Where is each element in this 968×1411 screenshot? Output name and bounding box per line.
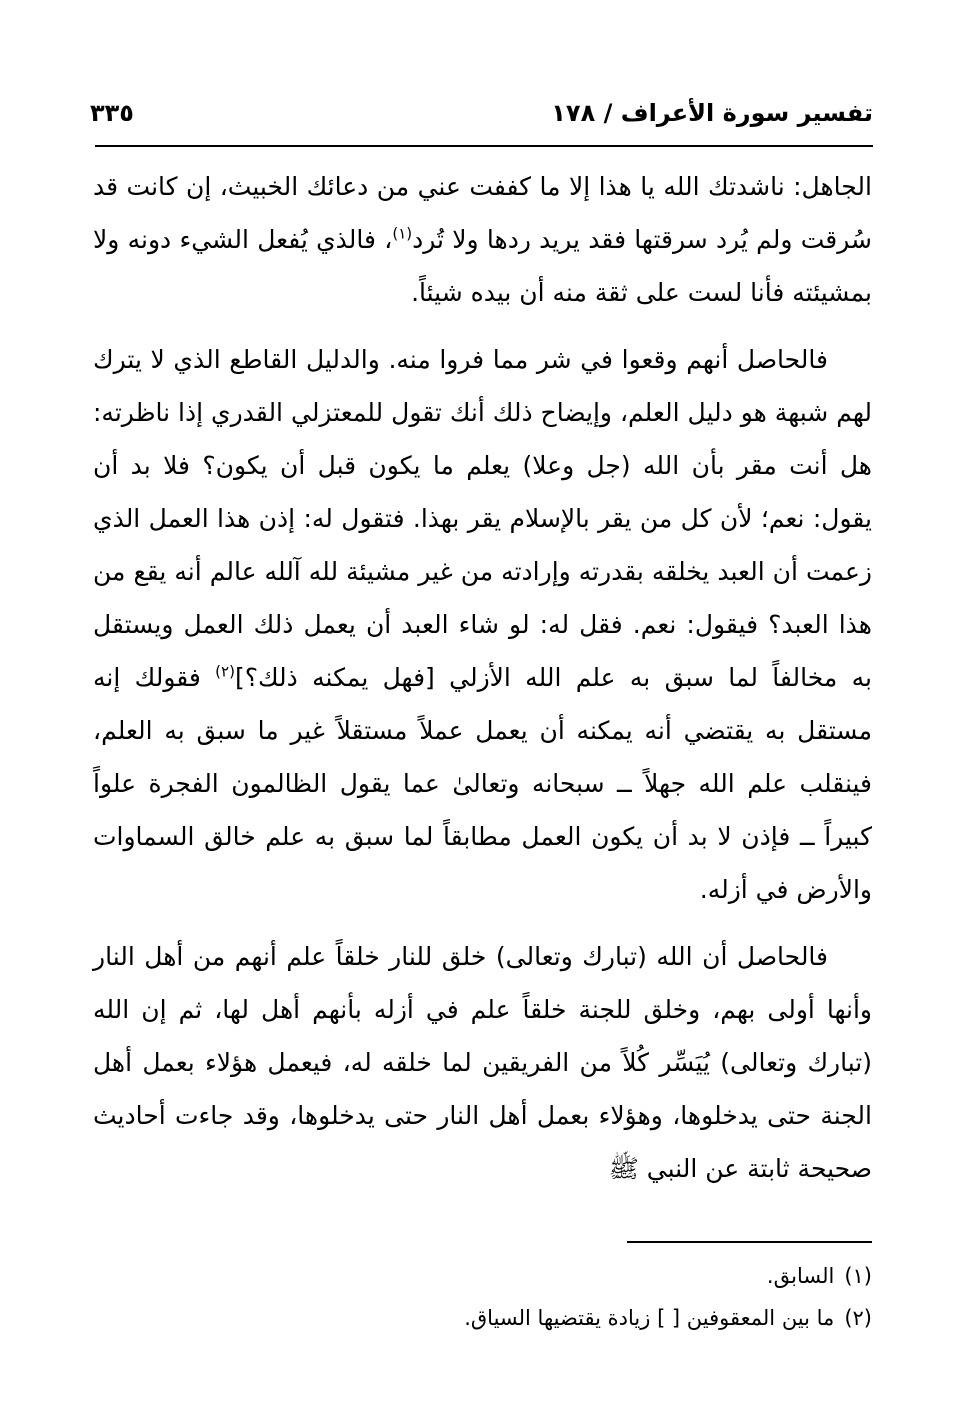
footnote-2 bbox=[96, 1297, 872, 1339]
footnotes bbox=[96, 1255, 872, 1339]
footnote-number: (١) bbox=[844, 1264, 872, 1288]
page-number: ٣٣٥ bbox=[90, 99, 134, 127]
footnote-ref-2: (٢) bbox=[215, 662, 235, 681]
footnote-1 bbox=[96, 1255, 872, 1297]
footnote-number: (٢) bbox=[844, 1306, 872, 1330]
paragraph-2: فالحاصل أنهم وقعوا في شر مما فروا منه. والدليل القاطع الذي لا يترك لهم شبهة هو دليل العلم، وإيضاح ذلك أنك تقول للمعتزلي القدري إذا ناظرته: هل أنت مقر بأن الله (جل وعلا) يعلم ما يكون قبل أن يكون؟ فلا بد أن يقول: نعم؛ لأن كل من يقر بالإسلام يقر بهذا. فتقول له: إذن هذا العمل الذي زعمت أن العبد يخلقه بقدرته وإرادته من غير مشيئة لله آلله عالم أنه يقع من هذا العبد؟ فيقول: نعم. فقل له: لو شاء العبد أن يعمل ذلك العمل ويستقل به مخالفاً لما سبق به علم الله الأزلي [فهل يمكنه ذلك؟]$^{(٢)}$ فقولك إنه مستقل به يقتضي أنه يمكنه أن يعمل عملاً مستقلاً غير ما سبق به العلم، فينقلب علم الله جهلاً ــ سبحانه وتعالىٰ عما يقول الظالمون الفجرة علواً كبيراً ــ فإذن لا بد أن يكون العمل مطابقاً لما سبق به علم خالق السماوات والأرض في أزله. bbox=[93, 345, 872, 904]
paragraph-1: الجاهل: ناشدتك الله يا هذا إلا ما كففت عني من دعائك الخبيث، إن كانت قد سُرقت ولم يُرد سرقتها فقد يريد ردها ولا تُرد$^{(١)}$، فالذي يُفعل الشيء دونه ولا بمشيئته فأنا لست على ثقة منه أن بيده شيئاً. bbox=[93, 172, 872, 307]
footnote-text: ما بين المعقوفين [ ] زيادة يقتضيها السياق. bbox=[464, 1306, 835, 1330]
footnote-divider bbox=[627, 1241, 872, 1243]
footnote-ref-1: (١) bbox=[392, 224, 413, 243]
header-divider bbox=[95, 145, 873, 147]
running-title: تفسير سورة الأعراف / ١٧٨ bbox=[551, 99, 873, 127]
page-header bbox=[90, 88, 873, 138]
footnote-text: السابق. bbox=[766, 1264, 835, 1288]
paragraph-3: فالحاصل أن الله (تبارك وتعالى) خلق للنار خلقاً علم أنهم من أهل النار وأنها أولى بهم، وخلق للجنة خلقاً علم في أزله بأنهم أهل لها، ثم إن الله (تبارك وتعالى) يُيَسِّر كُلاً من الفريقين لما خلقه له، فيعمل هؤلاء بعمل أهل الجنة حتى يدخلوها، وهؤلاء بعمل أهل النار حتى يدخلوها، وقد جاءت أحاديث صحيحة ثابتة عن النبي ﷺ bbox=[93, 942, 872, 1183]
main-text bbox=[93, 160, 872, 1209]
